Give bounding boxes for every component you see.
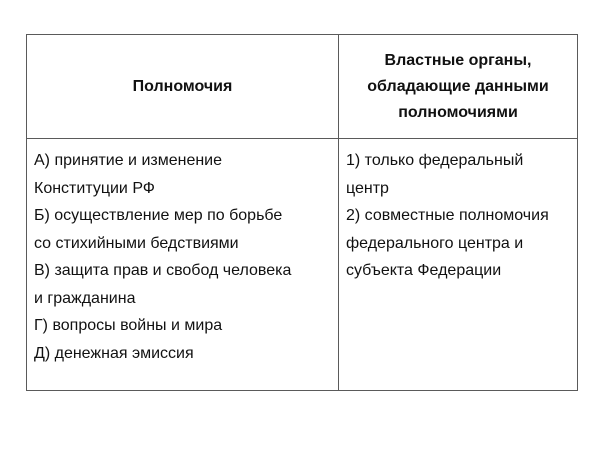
authority-line: субъекта Федерации [346,262,502,279]
power-line: со стихийными бедствиями [34,234,239,252]
authority-line: 1) только федеральный [346,152,524,169]
authorities-cell [339,139,578,391]
authority-line: 2) совместные полномочия [346,207,549,224]
matching-table [26,34,578,391]
power-line: и гражданина [34,289,136,307]
table-body-row [27,139,578,391]
header-powers-label: Полномочия [132,77,233,95]
authority-line: центр [346,179,389,197]
power-line: Г) вопросы войны и мира [34,317,223,334]
header-authorities-line: полномочиями [398,103,518,121]
power-line: Конституции РФ [34,179,155,197]
power-line: Б) осуществление мер по борьбе [34,207,283,224]
table-header-row [27,35,578,139]
powers-cell [27,139,339,391]
header-powers [27,35,339,139]
power-line: Д) денежная эмиссия [34,344,194,362]
header-authorities-line: Властные органы, [384,51,532,69]
power-line: В) защита прав и свобод человека [34,262,292,279]
power-line: А) принятие и изменение [34,152,223,169]
header-authorities-line: обладающие данными [367,77,549,95]
authority-line: федерального центра и [346,234,524,252]
header-authorities [339,35,578,139]
